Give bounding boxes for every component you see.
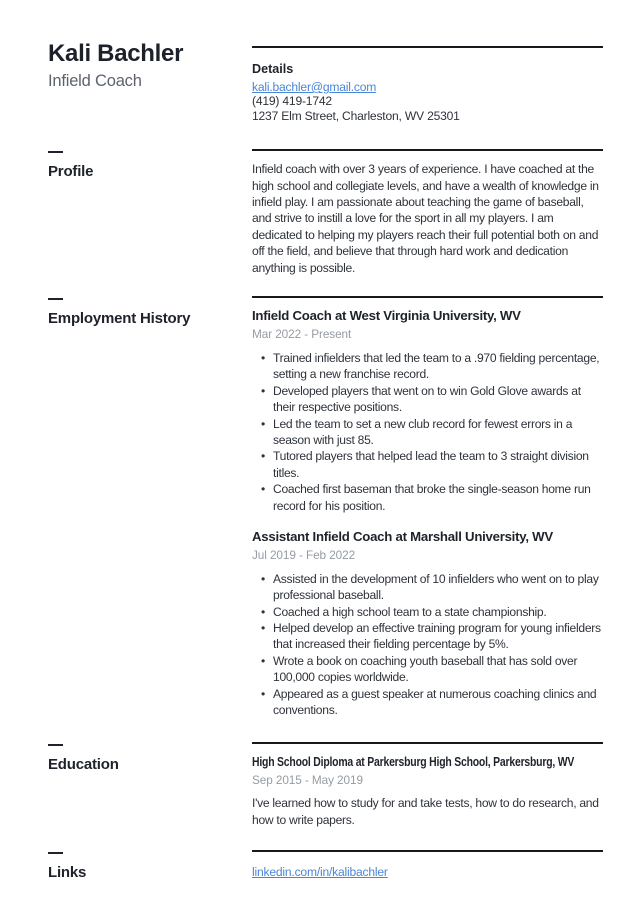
education-heading: Education [48, 756, 119, 774]
section-links [48, 850, 603, 881]
job-title: Assistant Infield Coach at Marshall University, WV [252, 528, 553, 544]
job-dates: Jul 2019 - Feb 2022 [252, 547, 356, 562]
details-heading: Details [252, 62, 294, 76]
header-identity [48, 40, 252, 123]
person-job-title: Infield Coach [48, 71, 142, 90]
header [48, 40, 603, 123]
job-entry [252, 308, 603, 514]
bullet-item: • Led the team to set a new club record for fewest errors in a season with just 85. [252, 416, 603, 449]
header-details [252, 46, 603, 123]
job-bullet-list [252, 350, 603, 514]
postal-address: 1237 Elm Street, Charleston, WV 25301 [252, 108, 460, 123]
profile-heading: Profile [48, 163, 94, 181]
links-content [252, 850, 603, 881]
links-heading: Links [48, 864, 87, 882]
phone-number: (419) 419-1742 [252, 94, 332, 109]
employment-heading-block [48, 296, 252, 718]
bullet-item: • Coached first baseman that broke the single-season home run record for his position. [252, 481, 603, 514]
education-dates: Sep 2015 - May 2019 [252, 773, 363, 788]
job-dates: Mar 2022 - Present [252, 326, 352, 341]
section-employment-history [48, 296, 603, 718]
person-name: Kali Bachler [48, 40, 184, 67]
section-profile [48, 149, 603, 276]
education-title: High School Diploma at Parkersburg High School, Parkersburg, WV [252, 754, 575, 770]
bullet-item: • Helped develop an effective training program for young infielders that increased their fielding percentage by 5%. [252, 620, 603, 653]
bullet-item: • Coached a high school team to a state championship. [252, 604, 603, 620]
profile-content [252, 149, 603, 276]
heading-dash [48, 298, 63, 300]
email-line [252, 80, 603, 94]
bullet-item: • Tutored players that helped lead the team to 3 straight division titles. [252, 448, 603, 481]
employment-heading: Employment History [48, 310, 191, 328]
bullet-item: • Assisted in the development of 10 infielders who went on to play professional baseball. [252, 571, 603, 604]
profile-text: Infield coach with over 3 years of experience. I have coached at the high school and collegiate levels, and have a wealth of knowledge in infield play. I am passionate about teaching the game of baseball, and strive to instill a love for the sport in all my players. I am dedicated to helping my players reach their full potential both on and off the field, and believe that through hard work and dedication anything is possible. [252, 162, 599, 275]
education-entry [252, 754, 603, 828]
employment-content [252, 296, 603, 718]
heading-dash [48, 744, 63, 746]
links-heading-block [48, 850, 252, 881]
bullet-item: • Appeared as a guest speaker at numerous coaching clinics and conventions. [252, 686, 603, 719]
job-title: Infield Coach at West Virginia University, WV [252, 308, 521, 324]
heading-dash [48, 151, 63, 153]
education-content [252, 742, 603, 828]
job-entry [252, 529, 603, 719]
section-education [48, 742, 603, 828]
bullet-item: • Trained infielders that led the team to a .970 fielding percentage, setting a new franchise record. [252, 350, 603, 383]
profile-heading-block [48, 149, 252, 276]
education-description: I've learned how to study for and take tests, how to do research, and how to write papers. [252, 796, 599, 827]
heading-dash [48, 852, 63, 854]
job-bullet-list [252, 571, 603, 719]
bullet-item: • Developed players that went on to win Gold Glove awards at their respective positions. [252, 383, 603, 416]
email-link[interactable]: kali.bachler@gmail.com [252, 80, 377, 94]
linkedin-link[interactable]: linkedin.com/in/kalibachler [252, 865, 388, 880]
bullet-item: • Wrote a book on coaching youth baseball that has sold over 100,000 copies worldwide. [252, 653, 603, 686]
education-heading-block [48, 742, 252, 828]
